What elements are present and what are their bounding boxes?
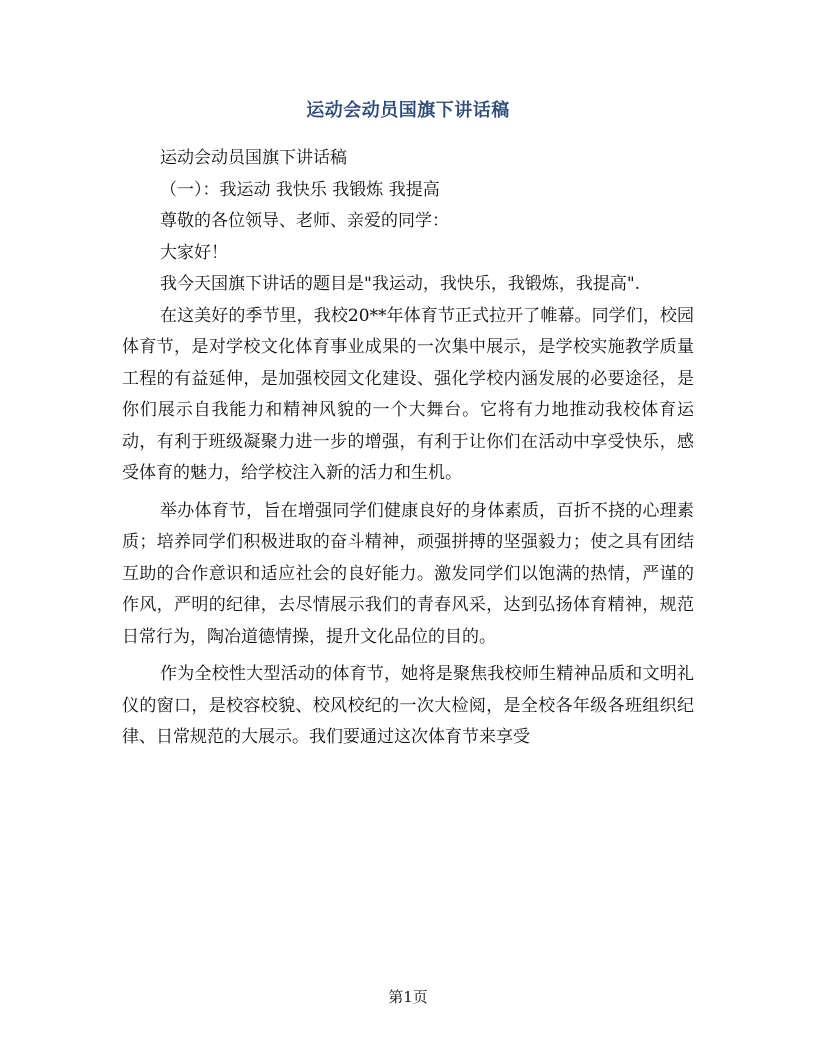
topic-line: 我今天国旗下讲话的题目是"我运动，我快乐，我锻炼，我提高".: [160, 274, 641, 294]
salutation: 尊敬的各位领导、老师、亲爱的同学：: [160, 211, 449, 231]
section-heading: （一）：我运动 我快乐 我锻炼 我提高: [160, 179, 440, 200]
paragraph: [122, 301, 694, 490]
paragraph: [122, 496, 694, 654]
paragraph-text: 举办体育节，旨在增强同学们健康良好的身体素质，百折不挠的心理素质；培养同学们积极进取的奋斗精神，顽强拼搏的坚强毅力；使之具有团结互助的合作意识和适应社会的良好能力。激发同学们以饱满的热情，严谨的作风，严明的纪律，去尽情展示我们的青春风采，达到弘扬体育精神，规范日常行为，陶冶道德情操，提升文化品位的目的。: [122, 500, 694, 647]
paragraph-text: 在这美好的季节里，我校20**年体育节正式拉开了帷幕。同学们，校园体育节，是对学校文化体育事业成果的一次集中展示，是学校实施教学质量工程的有益延伸，是加强校园文化建设、强化学校内涵发展的必要途径，是你们展示自我能力和精神风貌的一个大舞台。它将有力地推动我校体育运动，有利于班级凝聚力进一步的增强，有利于让你们在活动中享受快乐，感受体育的魅力，给学校注入新的活力和生机。: [122, 305, 694, 483]
document-title: 运动会动员国旗下讲话稿: [306, 100, 510, 121]
greeting: 大家好！: [160, 242, 228, 263]
document-body: [122, 143, 694, 760]
subtitle-line: 运动会动员国旗下讲话稿: [160, 148, 347, 168]
paragraph: [122, 659, 694, 754]
page-number: 第1页: [388, 988, 428, 1006]
paragraph-text: 作为全校性大型活动的体育节，她将是聚焦我校师生精神品质和文明礼仪的窗口，是校容校貌、校风校纪的一次大检阅，是全校各年级各班组织纪律、日常规范的大展示。我们要通过这次体育节来享受: [122, 664, 694, 747]
